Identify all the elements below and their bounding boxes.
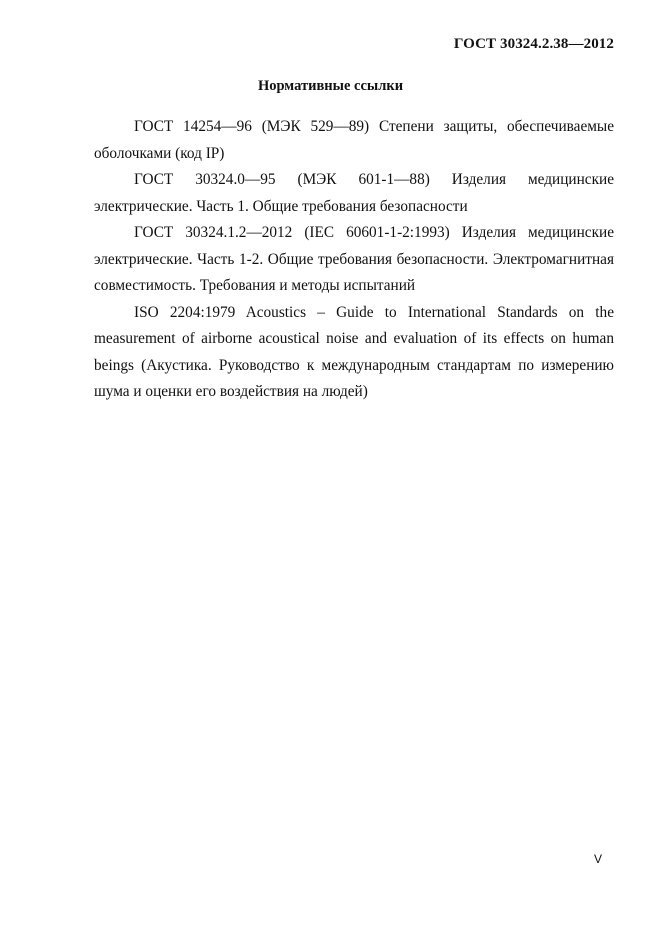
page-number: V (594, 852, 603, 866)
reference-iso-2204: ISO 2204:1979 Acoustics – Guide to International Standards on the measurement of airborne acoustical noise and evaluation of its effects on human beings (Акустика. Руководство к международным стандартам по измерению шума и оценки его воздействия на людей) (94, 303, 614, 400)
normative-references-list (94, 114, 614, 406)
document-code: ГОСТ 30324.2.38—2012 (453, 36, 614, 52)
section-title: Нормативные ссылки (257, 78, 404, 94)
reference-gost-14254: ГОСТ 14254—96 (МЭК 529—89) Степени защиты, обеспечиваемые оболочками (код IP) (94, 118, 614, 162)
reference-gost-30324-1-2: ГОСТ 30324.1.2—2012 (IEC 60601-1-2:1993) Изделия медицинские электрические. Часть 1-2. Общие требования безопасности. Электромагнитная совместимость. Требования и методы испытаний (94, 224, 614, 294)
reference-gost-30324-0: ГОСТ 30324.0—95 (МЭК 601-1—88) Изделия медицинские электрические. Часть 1. Общие требования безопасности (94, 171, 614, 215)
